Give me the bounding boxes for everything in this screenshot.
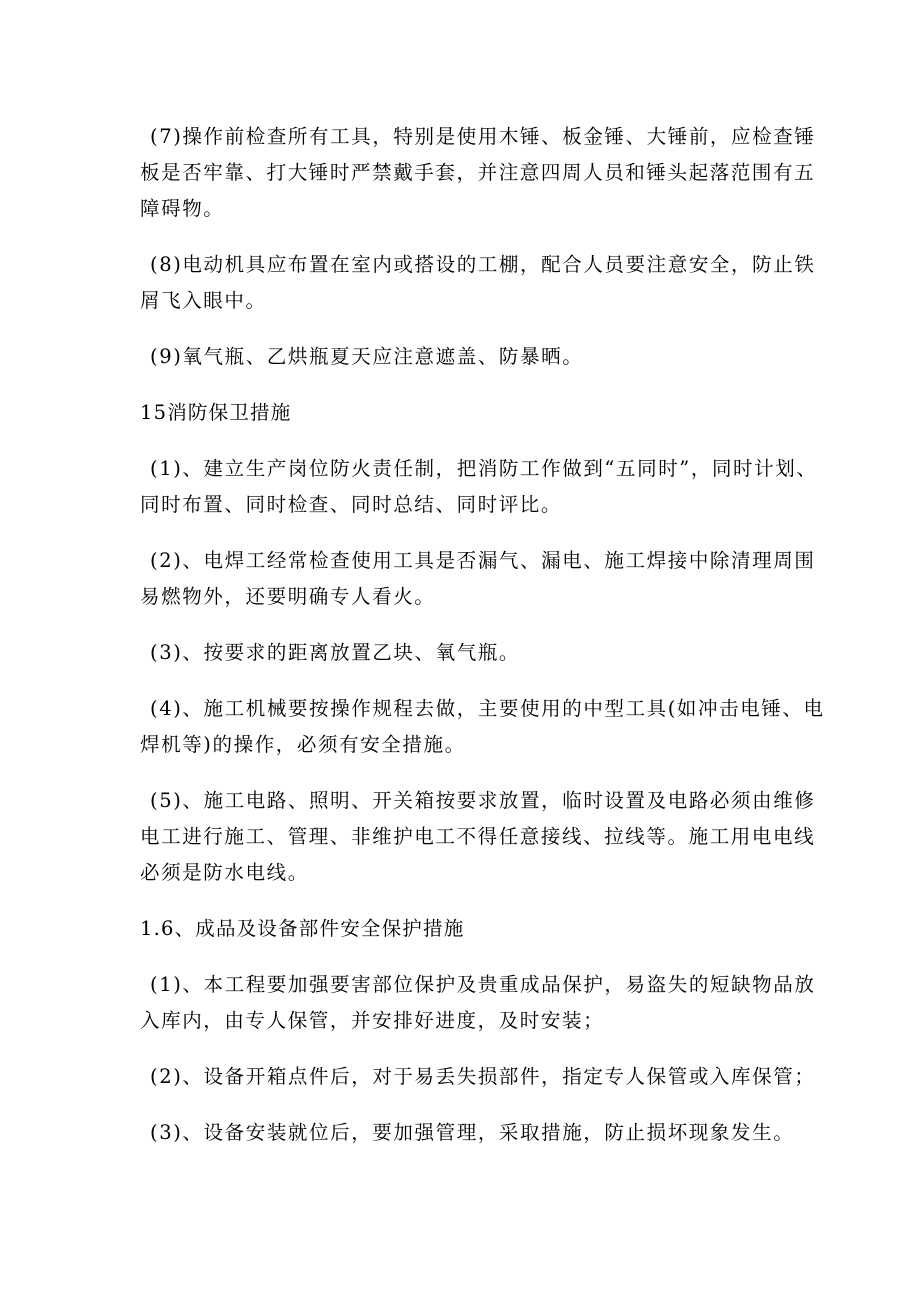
section-16-item-1 (140, 967, 816, 1039)
section-16-item-2 (140, 1059, 816, 1095)
paragraph-line: (7)操作前检查所有工具，特别是使用木锤、板金锤、大锤前，应检查锤 (150, 125, 816, 148)
section-15-item-5 (140, 783, 816, 891)
paragraph-line: (9)氧气瓶、乙烘瓶夏天应注意遮盖、防暴晒。 (150, 345, 584, 368)
paragraph-line: (8)电动机具应布置在室内或搭设的工棚，配合人员要注意安全，防止铁 (150, 253, 816, 276)
paragraph-9 (140, 339, 800, 375)
paragraph-line: (2)、电焊工经常检查使用工具是否漏气、漏电、施工焊接中除清理周围 (150, 549, 816, 572)
paragraph-line: 入库内，由专人保管，并安排好进度，及时安装； (140, 1009, 605, 1032)
section-15-item-2 (140, 543, 816, 615)
paragraph-line: 板是否牢靠、打大锤时严禁戴手套，并注意四周人员和锤头起落范围有五 (140, 161, 816, 184)
paragraph-line: (3)、设备安装就位后，要加强管理，采取措施，防止损坏现象发生。 (150, 1121, 795, 1144)
paragraph-line: 必须是防水电线。 (140, 861, 309, 884)
paragraph-line: (1)、本工程要加强要害部位保护及贵重成品保护，易盗失的短缺物品放 (150, 973, 816, 996)
paragraph-line: (1)、建立生产岗位防火责任制，把消防工作做到“五同时”，同时计划、 (150, 457, 818, 480)
section-heading: 15消防保卫措施 (140, 401, 292, 424)
paragraph-line: (4)、施工机械要按操作规程去做，主要使用的中型工具(如冲击电锤、电 (150, 697, 825, 720)
paragraph-line: (3)、按要求的距离放置乙块、氧气瓶。 (150, 641, 521, 664)
section-15-item-1 (140, 451, 818, 523)
paragraph-8 (140, 247, 816, 319)
paragraph-line: 同时布置、同时检查、同时总结、同时评比。 (140, 493, 563, 516)
paragraph-line: (5)、施工电路、照明、开关箱按要求放置，临时设置及电路必须由维修 (150, 789, 816, 812)
paragraph-line: 电工进行施工、管理、非维护电工不得任意接线、拉线等。施工用电电线 (140, 825, 816, 848)
section-15 (140, 395, 800, 431)
paragraph-line: 屑飞入眼中。 (140, 289, 267, 312)
paragraph-line: 焊机等)的操作，必须有安全措施。 (140, 733, 466, 756)
paragraph-line: 易燃物外，还要明确专人看火。 (140, 585, 436, 608)
paragraph-line: (2)、设备开箱点件后，对于易丢失损部件，指定专人保管或入库保管； (150, 1065, 816, 1088)
paragraph-7 (140, 119, 816, 227)
section-heading: 1.6、成品及设备部件安全保护措施 (140, 917, 465, 940)
section-16 (140, 911, 800, 947)
section-15-item-3 (140, 635, 800, 671)
section-16-item-3 (140, 1115, 800, 1151)
paragraph-line: 障碍物。 (140, 197, 225, 220)
section-15-item-4 (140, 691, 825, 763)
